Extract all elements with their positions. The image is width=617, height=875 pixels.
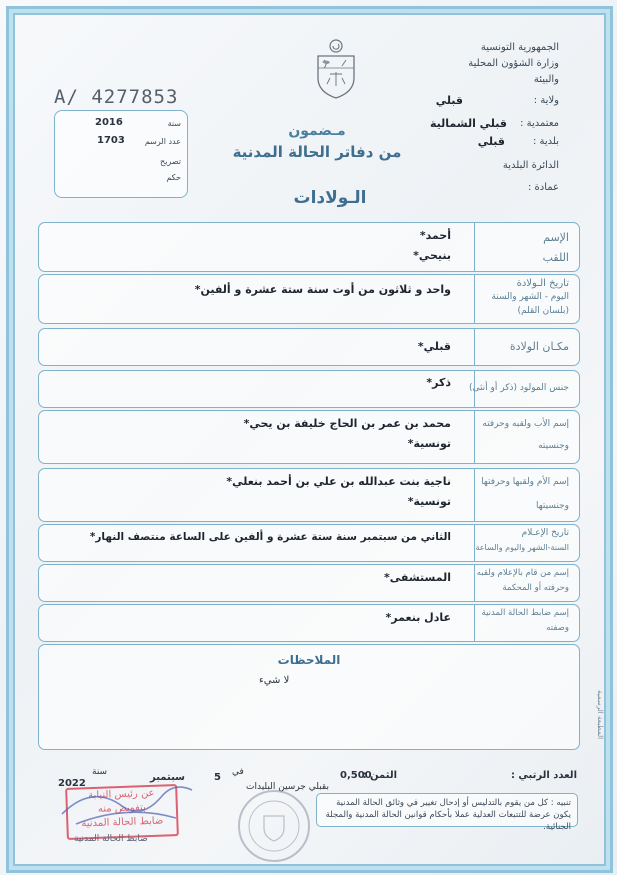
doc-title-registers: من دفاتر الحالة المدنية [232,143,402,161]
declaration-date-label: تاريخ الإعـلام [521,528,569,538]
legal-warning: تنبيه : كل من يقوم بالتدليس أو إدحال تغيير في وثائق الحالة المدنية يكون عرضة للتتبعات العدلية عملا بأحكام قوانين الحالة المدنية والمجلة الجنائية. [316,793,578,827]
wilaya-label: ولاية : [533,95,559,106]
declaration-date-value: الثاني من سبتمبر سنة ستة عشرة و ألفين على الساعة منتصف النهار* [89,531,451,543]
sex-value: ذكر* [426,376,451,389]
father-nationality: تونسية* [407,437,451,450]
serial-label: العدد الرتبي : [510,770,577,781]
row-name [38,222,580,272]
declaration-date-sublabel: السنة-الشهر واليوم والساعة [475,543,569,552]
surname-label: اللقب [542,251,569,264]
dob-value: واحد و ثلاثون من أوت سنة ستة عشرة و ألفين* [194,283,451,296]
declaration-label: تصريح [160,157,181,166]
registrar-label: إسم ضابط الحالة المدنية [481,608,569,618]
header-ministry: وزارة الشؤون المحلية [468,58,559,69]
serial-number: A/ 4277853 [54,86,179,108]
mother-label: إسم الأم ولقبها وحرفتها [481,477,569,487]
register-year-value: 2016 [95,117,123,128]
registrar-sublabel: وصفته [546,623,569,633]
official-seal-icon [236,788,312,864]
row-date-of-birth [38,274,580,324]
stamp-line-2: بتفويض منه [97,802,147,815]
omda-label: عمادة : [527,182,559,193]
municipality-value: قبلي [477,135,505,148]
delegation-label: معتمدية : [520,118,559,129]
printer-mark: المطبعة الرسمية [596,690,604,740]
register-box [54,110,188,198]
signature-icon [56,774,206,834]
tunisia-coat-of-arms-icon [312,38,360,100]
district-label: الدائرة البلدية [502,160,559,171]
day-value: 5 [214,772,221,783]
declarant-sublabel: وحرفته أو المحكمة [502,583,569,593]
judgment-label: حكم [166,173,181,182]
surname-value: بنيحي* [413,249,451,262]
mother-value: ناجية بنت عبدالله بن علي بن أحمد بنعلي* [226,475,451,488]
stamp-line-3: ضابط الحالة المدنية [81,815,164,830]
place-label: مكـان الولادة [509,340,569,353]
register-number-value: 1703 [97,135,125,146]
row-declarant [38,564,580,602]
officer-caption: ضابط الحالة المدنية [74,834,148,844]
row-sex [38,370,580,408]
row-father [38,410,580,464]
registrar-value: عادل بنعمر* [385,611,451,624]
stamp-line-1: عن رئيس النيابة [88,787,155,802]
notes-title: الملاحظات [277,653,341,667]
name-label: الإسم [543,231,569,244]
father-nationality-label: وجنسيته [538,441,569,451]
doc-title-extract: مـضمون [288,123,346,139]
place-value: قبلي* [417,340,451,353]
dob-label: تاريخ الـولادة [516,278,569,289]
declarant-value: المستشفى* [384,571,451,584]
month-value: سبتمبر [150,772,186,783]
year-label: سنة [92,767,108,777]
wilaya-value: قبلي [435,94,463,107]
mother-nationality-label: وجنسيتها [536,501,569,511]
declarant-label: إسم من قام بالإعلام ولقبه [476,568,569,578]
delegation-value: قبلي الشمالية [429,117,507,130]
row-place-of-birth [38,328,580,366]
dob-note: (بلسان القلم) [517,306,569,316]
year-value: 2022 [58,778,86,789]
doc-title-births: الـولادات [293,188,367,208]
price-value: 0,500 [340,770,372,781]
dob-sublabel: اليوم - الشهر والسنة [491,292,569,302]
row-declaration-date [38,524,580,562]
day-label: في [232,767,244,777]
father-value: محمد بن عمر بن الحاج خليفة بن يحي* [243,417,451,430]
sex-label: جنس المولود (ذكر أو أنثى) [468,383,569,393]
mother-nationality: تونسية* [407,495,451,508]
register-number-label: عدد الرسم [144,137,181,146]
register-year-label: سنة [167,119,181,128]
header-republic: الجمهورية التونسية [480,42,559,53]
father-label: إسم الأب ولقبه وحرفته [482,419,569,429]
notes-box [38,644,580,750]
notes-value: لا شيء [259,675,290,686]
name-value: أحمد* [419,229,451,242]
row-mother [38,468,580,522]
issued-place: بقبلي جرسين البليدات [246,782,329,792]
municipality-label: بلدية : [532,136,559,147]
row-registrar [38,604,580,642]
header-environment: والبيئة [533,74,559,85]
price-label: الثمن : [362,770,397,781]
